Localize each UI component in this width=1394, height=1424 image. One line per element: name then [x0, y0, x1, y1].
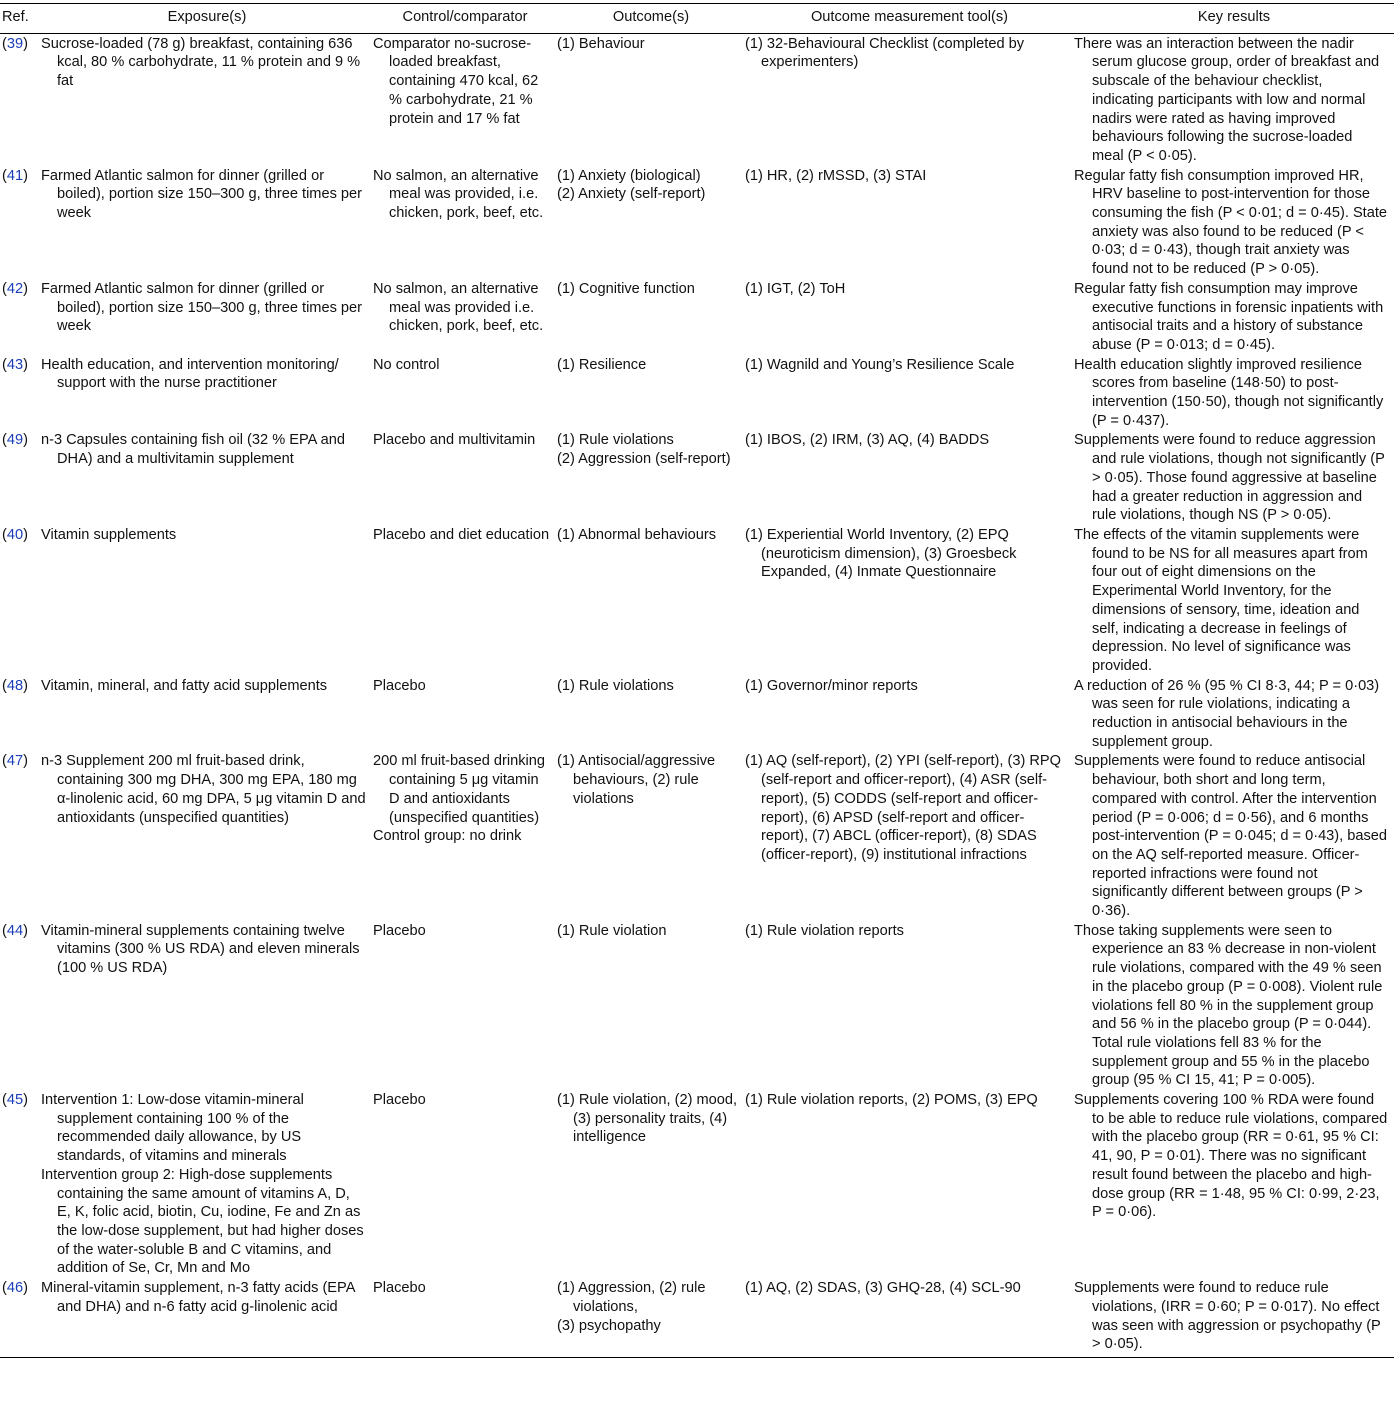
reference-link[interactable]: 49: [6, 432, 24, 449]
results-table: [0, 3, 1394, 1358]
outcome-cell: [557, 676, 745, 752]
key-results-text: Supplements were found to reduce antisocial behaviour, both short and long term, compared with control. After the intervention period (P = 0·006; d = 0·56), and 6 months post-intervention (P = 0·045; d = 0·43), based on the AQ self-reported measure. Officer-reported infractions were found not significantly different between groups (P > 0·36).: [1074, 753, 1388, 920]
exposure-cell: [41, 751, 373, 920]
header-outcome: Outcome(s): [557, 4, 745, 34]
measurement-tool-text: (1) Wagnild and Young’s Resilience Scale: [745, 356, 1015, 373]
key-results-text: Supplements were found to reduce rule violations, (IRR = 0·60; P = 0·017). No effect was seen with aggression or psychopathy (P > 0·05).: [1074, 1280, 1381, 1353]
reference-link[interactable]: 42: [6, 280, 24, 297]
key-results-cell: [1074, 430, 1394, 525]
ref-cell: (48): [2, 677, 28, 694]
ref-cell: (49): [2, 432, 28, 449]
key-results-cell: [1074, 676, 1394, 752]
reference-link[interactable]: 47: [6, 753, 24, 770]
control-text: Placebo and multivitamin: [373, 432, 536, 449]
outcome-text: (2) Anxiety (self-report): [557, 186, 706, 203]
outcome-cell: [557, 921, 745, 1090]
outcome-text: (1) Aggression, (2) rule violations,: [557, 1280, 706, 1315]
measurement-tool-cell: [745, 1278, 1074, 1357]
outcome-cell: [557, 279, 745, 355]
table-row: [0, 921, 1394, 1090]
exposure-text: Health education, and intervention monitoring/ support with the nurse practitioner: [41, 356, 339, 392]
control-text: Placebo: [373, 1092, 426, 1109]
control-cell: [373, 1090, 557, 1278]
control-cell: [373, 33, 557, 165]
header-ref: Ref.: [0, 4, 41, 34]
exposure-cell: [41, 525, 373, 676]
table-row: [0, 1278, 1394, 1357]
outcome-cell: [557, 1090, 745, 1278]
header-key-results: Key results: [1074, 4, 1394, 34]
ref-cell: (47): [2, 753, 28, 770]
measurement-tool-text: (1) IBOS, (2) IRM, (3) AQ, (4) BADDS: [745, 432, 990, 449]
exposure-text: Farmed Atlantic salmon for dinner (grilled or boiled), portion size 150–300 g, three times per week: [41, 167, 363, 222]
exposure-text: Intervention 1: Low-dose vitamin-mineral supplement containing 100 % of the recommended daily allowance, by US standards, of vitamins and minerals: [41, 1092, 304, 1165]
table-row: [0, 166, 1394, 279]
control-cell: [373, 525, 557, 676]
key-results-text: Health education slightly improved resilience scores from baseline (148·50) to post-intervention (150·50), though not significantly (P = 0·437).: [1074, 356, 1384, 429]
reference-link[interactable]: 39: [6, 35, 24, 52]
ref-cell: (40): [2, 526, 28, 543]
reference-link[interactable]: 43: [6, 356, 24, 373]
table-row: [0, 33, 1394, 165]
outcome-text: (1) Rule violations: [557, 432, 674, 449]
outcome-cell: [557, 430, 745, 525]
exposure-text: n-3 Capsules containing fish oil (32 % EPA and DHA) and a multivitamin supplement: [41, 432, 345, 468]
measurement-tool-text: (1) HR, (2) rMSSD, (3) STAI: [745, 167, 927, 184]
ref-cell: (43): [2, 356, 28, 373]
control-cell: [373, 279, 557, 355]
ref-cell: (41): [2, 167, 28, 184]
key-results-cell: [1074, 279, 1394, 355]
table-row: [0, 1090, 1394, 1278]
exposure-cell: [41, 1278, 373, 1357]
measurement-tool-cell: [745, 525, 1074, 676]
key-results-cell: [1074, 921, 1394, 1090]
measurement-tool-cell: [745, 166, 1074, 279]
exposure-cell: [41, 1090, 373, 1278]
control-text: Comparator no-sucrose-loaded breakfast, containing 470 kcal, 62 % carbohydrate, 21 % protein and 17 % fat: [373, 35, 539, 127]
key-results-text: Regular fatty fish consumption may improve executive functions in forensic inpatients with antisocial traits and a history of substance abuse (P = 0·013; d = 0·45).: [1074, 280, 1384, 353]
measurement-tool-text: (1) Rule violation reports: [745, 922, 904, 939]
exposure-text: n-3 Supplement 200 ml fruit-based drink, containing 300 mg DHA, 300 mg EPA, 180 mg α-linolenic acid, 60 mg DPA, 5 μg vitamin D and antioxidants (unspecified quantities): [41, 753, 366, 826]
reference-link[interactable]: 44: [6, 922, 24, 939]
control-cell: [373, 355, 557, 431]
exposure-cell: [41, 676, 373, 752]
key-results-cell: [1074, 33, 1394, 165]
header-row: [0, 4, 1394, 34]
measurement-tool-cell: [745, 33, 1074, 165]
measurement-tool-cell: [745, 1090, 1074, 1278]
control-cell: [373, 676, 557, 752]
outcome-text: (1) Rule violation, (2) mood, (3) personality traits, (4) intelligence: [557, 1092, 738, 1146]
outcome-cell: [557, 1278, 745, 1357]
exposure-cell: [41, 921, 373, 1090]
outcome-text: (1) Antisocial/aggressive behaviours, (2) rule violations: [557, 753, 716, 807]
reference-link[interactable]: 45: [6, 1092, 24, 1109]
exposure-text: Vitamin supplements: [41, 526, 177, 543]
outcome-text: (1) Resilience: [557, 356, 647, 373]
exposure-text: Sucrose-loaded (78 g) breakfast, containing 636 kcal, 80 % carbohydrate, 11 % protein and 9 % fat: [41, 35, 361, 90]
exposure-text: Mineral-vitamin supplement, n-3 fatty acids (EPA and DHA) and n-6 fatty acid g-linolenic acid: [41, 1280, 355, 1315]
control-text: No salmon, an alternative meal was provided i.e. chicken, pork, beef, etc.: [373, 280, 544, 335]
key-results-cell: [1074, 1278, 1394, 1357]
control-text: Placebo: [373, 677, 426, 694]
table-row: [0, 430, 1394, 525]
exposure-cell: [41, 166, 373, 279]
measurement-tool-cell: [745, 355, 1074, 431]
measurement-tool-cell: [745, 751, 1074, 920]
control-text: 200 ml fruit-based drinking containing 5 μg vitamin D and antioxidants (unspecified quantities): [373, 753, 545, 826]
table-row: [0, 279, 1394, 355]
control-text: No salmon, an alternative meal was provided, i.e. chicken, pork, beef, etc.: [373, 167, 544, 222]
measurement-tool-text: (1) Governor/minor reports: [745, 677, 918, 694]
key-results-text: The effects of the vitamin supplements were found to be NS for all measures apart from four out of eight dimensions on the Experimental World Inventory, for the dimensions of sensory, time, ideation and self, indicating a decrease in feelings of depression. No level of significance was provided.: [1074, 526, 1368, 674]
key-results-cell: [1074, 751, 1394, 920]
exposure-text: Intervention group 2: High-dose supplements containing the same amount of vitamins A, D, E, K, folic acid, biotin, Cu, iodine, Fe and Zn as the low-dose supplement, but had higher doses of the water-soluble B and C vitamins, and addition of Se, Cr, Mn and Mo: [41, 1166, 364, 1277]
key-results-text: A reduction of 26 % (95 % CI 8·3, 44; P = 0·03) was seen for rule violations, indicating a reduction in antisocial behaviours in the supplement group.: [1074, 677, 1380, 750]
measurement-tool-text: (1) 32-Behavioural Checklist (completed by experimenters): [745, 35, 1025, 71]
reference-link[interactable]: 41: [6, 167, 24, 184]
reference-link[interactable]: 46: [6, 1280, 24, 1297]
reference-link[interactable]: 48: [6, 677, 24, 694]
ref-cell: (39): [2, 35, 28, 52]
ref-cell: (44): [2, 922, 28, 939]
control-cell: [373, 1278, 557, 1357]
control-text: Placebo: [373, 922, 426, 939]
header-control: Control/comparator: [373, 4, 557, 34]
key-results-text: Supplements covering 100 % RDA were found to be able to reduce rule violations, compared with the placebo group (RR = 0·61, 95 % CI: 41, 90, P = 0·01). There was no significant result found between the placebo and high-dose group (RR = 1·48, 95 % CI: 0·99, 2·23, P = 0·06).: [1074, 1092, 1388, 1221]
outcome-text: (1) Cognitive function: [557, 280, 695, 297]
outcome-cell: [557, 355, 745, 431]
control-cell: [373, 921, 557, 1090]
ref-cell: (46): [0, 1278, 41, 1357]
key-results-text: Regular fatty fish consumption improved HR, HRV baseline to post-intervention for those consuming the fish (P < 0·01; d = 0·45). State anxiety was also found to be reduced (P < 0·03; d = 0·43), though trait anxiety was found not to be reduced (P > 0·05).: [1074, 167, 1388, 278]
outcome-text: (1) Rule violations: [557, 677, 674, 694]
key-results-cell: [1074, 166, 1394, 279]
control-cell: [373, 751, 557, 920]
outcome-cell: [557, 33, 745, 165]
exposure-cell: [41, 430, 373, 525]
outcome-text: (1) Behaviour: [557, 35, 645, 52]
exposure-text: Vitamin, mineral, and fatty acid supplements: [41, 677, 328, 694]
key-results-cell: [1074, 525, 1394, 676]
key-results-cell: [1074, 1090, 1394, 1278]
key-results-text: There was an interaction between the nadir serum glucose group, order of breakfast and subscale of the behaviour checklist, indicating participants with low and normal nadirs were rated as having improved behaviours following the sucrose-loaded meal (P < 0·05).: [1074, 35, 1380, 164]
exposure-text: Vitamin-mineral supplements containing twelve vitamins (300 % US RDA) and eleven minerals (100 % US RDA): [41, 922, 360, 977]
key-results-text: Those taking supplements were seen to experience an 83 % decrease in non-violent rule violations, compared with the 49 % seen in the placebo group (P = 0·008). Violent rule violations fell 80 % in the supplement group and 56 % in the placebo group (P = 0·044). Total rule violations fell 83 % for the supplement group and 55 % in the placebo group (95 % CI 15, 41; P = 0·005).: [1074, 922, 1383, 1089]
measurement-tool-text: (1) AQ (self-report), (2) YPI (self-report), (3) RPQ (self-report and officer-report), (4) ASR (self-report), (5) CODDS (self-report and officer-report), (6) APSD (self-report and officer-report), (7) ABCL (officer-report), (8) SDAS (officer-report), (9) institutional infractions: [745, 753, 1061, 863]
exposure-cell: [41, 279, 373, 355]
exposure-cell: [41, 355, 373, 431]
outcome-text: (1) Anxiety (biological): [557, 167, 701, 184]
key-results-cell: [1074, 355, 1394, 431]
control-text: Control group: no drink: [373, 828, 522, 845]
header-exposure: Exposure(s): [41, 4, 373, 34]
exposure-text: Farmed Atlantic salmon for dinner (grilled or boiled), portion size 150–300 g, three times per week: [41, 280, 363, 335]
measurement-tool-text: (1) IGT, (2) ToH: [745, 280, 846, 297]
outcome-text: (1) Rule violation: [557, 922, 667, 939]
outcome-text: (2) Aggression (self-report): [557, 451, 731, 468]
control-text: Placebo: [373, 1280, 426, 1297]
control-text: No control: [373, 356, 440, 373]
table-row: [0, 676, 1394, 752]
table-row: [0, 355, 1394, 431]
outcome-cell: [557, 525, 745, 676]
outcome-text: (1) Abnormal behaviours: [557, 526, 716, 543]
measurement-tool-text: (1) AQ, (2) SDAS, (3) GHQ-28, (4) SCL-90: [745, 1280, 1021, 1297]
measurement-tool-text: (1) Rule violation reports, (2) POMS, (3) EPQ: [745, 1092, 1038, 1109]
ref-cell: (45): [2, 1092, 28, 1109]
table-body: [0, 33, 1394, 1357]
measurement-tool-cell: [745, 279, 1074, 355]
reference-link[interactable]: 40: [6, 526, 24, 543]
exposure-cell: [41, 33, 373, 165]
control-cell: [373, 430, 557, 525]
header-measurement-tool: Outcome measurement tool(s): [745, 4, 1074, 34]
outcome-text: (3) psychopathy: [557, 1317, 661, 1334]
measurement-tool-text: (1) Experiential World Inventory, (2) EPQ (neuroticism dimension), (3) Groesbeck Expanded, (4) Inmate Questionnaire: [745, 526, 1017, 581]
control-cell: [373, 166, 557, 279]
table-row: [0, 525, 1394, 676]
measurement-tool-cell: [745, 676, 1074, 752]
measurement-tool-cell: [745, 921, 1074, 1090]
measurement-tool-cell: [745, 430, 1074, 525]
outcome-cell: [557, 751, 745, 920]
table-header: [0, 4, 1394, 34]
table-row: [0, 751, 1394, 920]
key-results-text: Supplements were found to reduce aggression and rule violations, though not significantly (P > 0·05). Those found aggressive at baseline had a greater reduction in aggression and rule violations, though NS (P > 0·05).: [1074, 432, 1385, 524]
ref-cell: (42): [2, 280, 28, 297]
outcome-cell: [557, 166, 745, 279]
control-text: Placebo and diet education: [373, 526, 550, 543]
